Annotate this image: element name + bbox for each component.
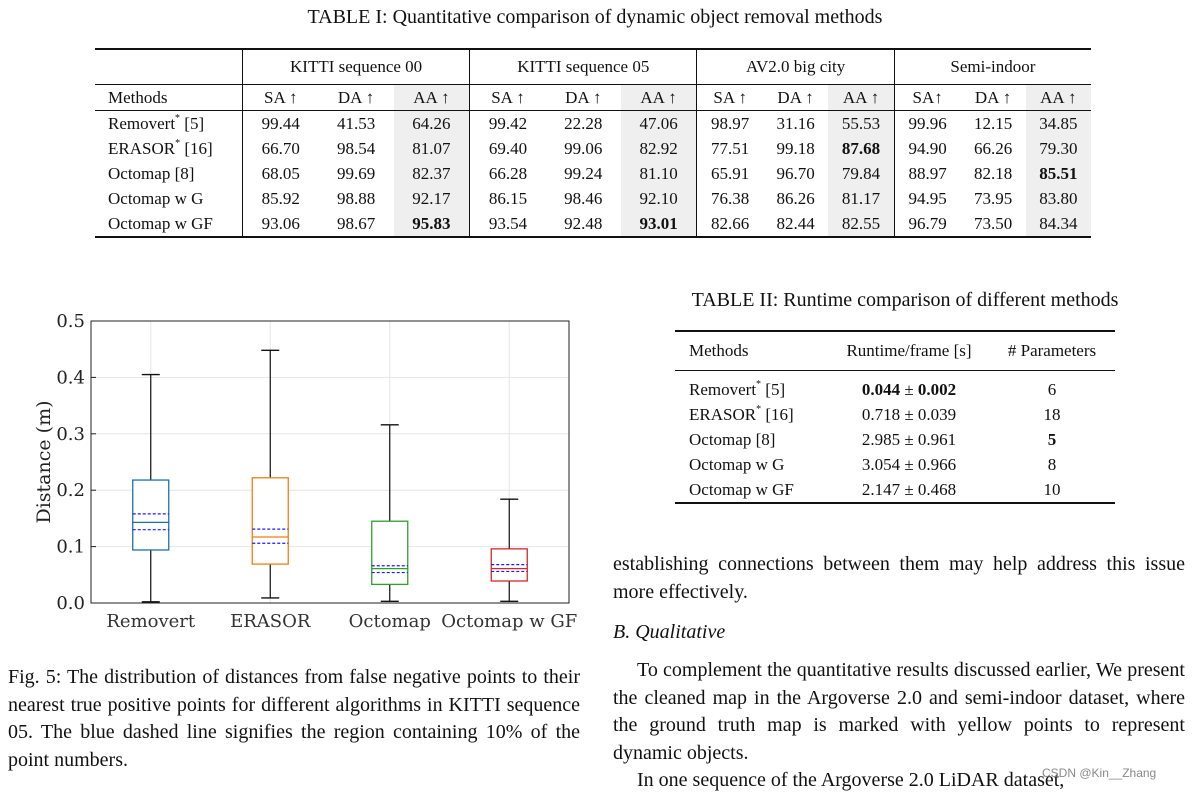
table1-value-cell: 79.84	[828, 161, 894, 186]
table1-value-cell: 66.28	[470, 161, 546, 186]
superscript-mark: *	[756, 403, 762, 415]
table1-methods-header: Methods	[95, 85, 243, 111]
section-heading: B. Qualitative	[613, 621, 726, 643]
table1-value-cell: 79.30	[1026, 136, 1091, 161]
table1-value-cell: 99.18	[776, 138, 815, 158]
table1-value-cell: 98.67	[336, 213, 376, 233]
table2-header-methods: Methods	[675, 331, 829, 371]
table1-value-cell: 82.37	[394, 161, 470, 186]
table1-group-row	[95, 49, 1091, 85]
table2-row	[675, 427, 1115, 452]
table1-group-label: AV2.0 big city	[745, 57, 846, 76]
table1-group-header	[697, 49, 894, 85]
table1-group-label: KITTI sequence 05	[517, 57, 650, 76]
table2-runtime-cell	[829, 402, 989, 427]
table1-value-cell: 85.92	[243, 186, 319, 211]
box-iqr	[372, 521, 408, 584]
body-paragraph-1: establishing connections between them may help address this issue more effectively.	[613, 553, 1185, 603]
table1-value-cell: 92.10	[621, 186, 697, 211]
table1-value-cell: 47.06	[621, 111, 697, 137]
table1-subheader: DA ↑	[319, 85, 394, 111]
runtime-std: 0.961	[917, 429, 957, 449]
runtime-std: 0.468	[917, 479, 957, 499]
x-tick-label: Octomap w GF	[441, 611, 578, 632]
table2-runtime-cell	[829, 477, 989, 503]
table2-title: TABLE II: Runtime comparison of different methods	[691, 289, 1119, 311]
table1-group-label: KITTI sequence 00	[290, 57, 423, 76]
body-paragraph-2: To complement the quantitative results discussed earlier, We present the cleaned map in the Argoverse 2.0 and semi-indoor dataset, where the ground truth map is marked with yellow points to represent dynamic objects.	[613, 659, 1185, 764]
table1-subheader: SA ↑	[243, 85, 319, 111]
table1-method-cell: ERASOR* [16]	[108, 137, 213, 158]
table1	[95, 48, 1091, 238]
table1-group-label: Semi-indoor	[950, 57, 1036, 76]
table1-value-cell: 41.53	[336, 113, 376, 133]
table1-value-cell: 94.95	[894, 186, 960, 211]
table1-value-cell: 99.44	[243, 111, 319, 137]
table1-value-cell: 98.54	[336, 138, 376, 158]
table1-value-cell: 85.51	[1026, 161, 1091, 186]
table1-value-cell: 76.38	[697, 186, 763, 211]
y-tick-label: 0.5	[56, 311, 85, 332]
table1-corner	[95, 49, 243, 85]
table1-value-cell: 82.66	[697, 211, 763, 237]
table1-value-cell: 99.42	[470, 111, 546, 137]
table1-value-cell: 99.24	[564, 163, 603, 183]
table2-params-cell: 5	[1047, 429, 1057, 449]
table1-row	[95, 111, 1091, 137]
table1-value-cell: 99.06	[564, 138, 603, 158]
table1-value-cell: 95.83	[394, 211, 470, 237]
table1-row	[95, 211, 1091, 237]
table2-header-row	[675, 331, 1115, 371]
table1-header-row	[95, 85, 1091, 111]
table2-row	[675, 452, 1115, 477]
table1-row	[95, 161, 1091, 186]
runtime-mean: 2.147	[861, 479, 901, 499]
table1-value-cell: 81.17	[828, 186, 894, 211]
table1-value-cell: 12.15	[973, 113, 1013, 133]
table1-value-cell: 96.79	[894, 211, 960, 237]
table2-header-params: # Parameters	[989, 331, 1115, 371]
table1-value-cell: 82.44	[776, 213, 815, 233]
box-iqr	[252, 478, 288, 564]
x-tick-label: ERASOR	[230, 611, 311, 632]
table2-params-cell: 10	[1043, 479, 1061, 499]
table2-params-cell: 6	[1047, 379, 1057, 399]
y-tick-label: 0.0	[56, 593, 85, 614]
table1-value-cell: 66.70	[243, 136, 319, 161]
runtime-std: 0.966	[917, 454, 957, 474]
runtime-plus-minus: ±	[900, 379, 918, 399]
table1-value-cell: 93.06	[243, 211, 319, 237]
table1-subheader: AA ↑	[621, 85, 697, 111]
superscript-mark: *	[756, 378, 762, 390]
table1-value-cell: 84.34	[1026, 211, 1091, 237]
table1-group-header	[894, 49, 1091, 85]
y-tick-label: 0.3	[56, 423, 85, 445]
table1-value-cell: 34.85	[1026, 111, 1091, 137]
table1-subheader: AA ↑	[394, 85, 470, 111]
runtime-mean: 2.985	[861, 429, 901, 449]
table2-row	[675, 402, 1115, 427]
table1-value-cell: 86.15	[470, 186, 546, 211]
table2-method-cell: Removert* [5]	[689, 378, 786, 399]
table1-value-cell: 93.54	[470, 211, 546, 237]
table1-method-cell: Octomap w GF	[108, 213, 213, 233]
runtime-mean: 0.718	[861, 404, 901, 424]
runtime-plus-minus: ±	[900, 454, 918, 474]
table1-value-cell: 87.68	[828, 136, 894, 161]
table2-runtime-cell	[829, 427, 989, 452]
box-iqr	[133, 480, 169, 550]
table1-subheader: SA↑	[894, 85, 960, 111]
watermark: CSDN @Kin__Zhang	[1042, 766, 1157, 780]
table1-value-cell: 68.05	[243, 161, 319, 186]
table1-subheader: SA ↑	[697, 85, 763, 111]
table1-title: TABLE I: Quantitative comparison of dynamic object removal methods	[307, 6, 883, 28]
table1-value-cell: 94.90	[894, 136, 960, 161]
table1-value-cell: 98.46	[564, 188, 603, 208]
table1-value-cell: 98.97	[697, 111, 763, 137]
table1-value-cell: 69.40	[470, 136, 546, 161]
table1-value-cell: 31.16	[776, 113, 815, 133]
y-axis-label: Distance (m)	[33, 400, 55, 524]
table1-value-cell: 93.01	[621, 211, 697, 237]
runtime-mean: 0.044	[861, 379, 901, 399]
table1-subheader: DA ↑	[763, 85, 828, 111]
table1-group-header	[243, 49, 470, 85]
runtime-std: 0.002	[917, 379, 957, 399]
boxplot-chart	[0, 300, 590, 640]
table1-subheader: AA ↑	[1026, 85, 1091, 111]
table1-method-cell: Octomap w G	[108, 188, 204, 208]
table1-value-cell: 98.88	[336, 188, 376, 208]
runtime-std: 0.039	[917, 404, 957, 424]
table1-subheader: DA ↑	[960, 85, 1025, 111]
table1-value-cell: 86.26	[776, 188, 815, 208]
table1-row	[95, 186, 1091, 211]
figure-caption: Fig. 5: The distribution of distances from false negative points to their nearest true positive points for different algorithms in KITTI sequence 05. The blue dashed line signifies the region containing 10% of the point numbers.	[8, 666, 580, 771]
y-tick-label: 0.4	[56, 367, 85, 389]
table1-value-cell: 92.17	[394, 186, 470, 211]
table2-method-cell: Octomap w GF	[689, 479, 794, 499]
runtime-plus-minus: ±	[900, 404, 918, 424]
table1-value-cell: 65.91	[697, 161, 763, 186]
runtime-mean: 3.054	[861, 454, 901, 474]
table1-value-cell: 64.26	[394, 111, 470, 137]
table1-row	[95, 136, 1091, 161]
table1-subheader: DA ↑	[546, 85, 621, 111]
table1-value-cell: 88.97	[894, 161, 960, 186]
table1-value-cell: 99.96	[894, 111, 960, 137]
table1-value-cell: 82.55	[828, 211, 894, 237]
table2-row	[675, 477, 1115, 503]
runtime-plus-minus: ±	[900, 429, 918, 449]
superscript-mark: *	[175, 112, 181, 124]
table1-value-cell: 99.69	[336, 163, 376, 183]
table1-value-cell: 73.50	[973, 213, 1013, 233]
table2-row	[675, 377, 1115, 402]
x-tick-label: Removert	[106, 611, 196, 632]
table1-group-header	[470, 49, 697, 85]
y-tick-label: 0.1	[56, 536, 85, 558]
table1-value-cell: 81.07	[394, 136, 470, 161]
table1-value-cell: 55.53	[828, 111, 894, 137]
table1-value-cell: 22.28	[564, 113, 603, 133]
table1-subheader: AA ↑	[828, 85, 894, 111]
table1-method-cell: Removert* [5]	[108, 112, 205, 133]
table2-runtime-cell	[829, 377, 989, 402]
table1-value-cell: 92.48	[564, 213, 603, 233]
body-paragraph-3: In one sequence of the Argoverse 2.0 LiDAR dataset,	[637, 769, 1065, 791]
table2	[675, 330, 1115, 504]
table2-header-runtime: Runtime/frame [s]	[829, 331, 989, 371]
table1-subheader: SA ↑	[470, 85, 546, 111]
table2-method-cell: Octomap [8]	[689, 429, 776, 449]
table2-params-cell: 18	[1043, 404, 1061, 424]
runtime-plus-minus: ±	[900, 479, 918, 499]
x-tick-label: Octomap	[348, 611, 431, 632]
table1-value-cell: 82.18	[973, 163, 1013, 183]
table1-value-cell: 73.95	[973, 188, 1013, 208]
table2-params-cell: 8	[1047, 454, 1057, 474]
table1-method-cell: Octomap [8]	[108, 163, 195, 183]
table2-method-cell: Octomap w G	[689, 454, 785, 474]
table1-value-cell: 83.80	[1026, 186, 1091, 211]
table2-runtime-cell	[829, 452, 989, 477]
table1-value-cell: 82.92	[621, 136, 697, 161]
table1-value-cell: 96.70	[776, 163, 815, 183]
table1-value-cell: 77.51	[697, 136, 763, 161]
table2-method-cell: ERASOR* [16]	[689, 403, 794, 424]
y-tick-label: 0.2	[56, 480, 85, 502]
table1-value-cell: 66.26	[973, 138, 1013, 158]
superscript-mark: *	[175, 137, 181, 149]
table1-value-cell: 81.10	[621, 161, 697, 186]
